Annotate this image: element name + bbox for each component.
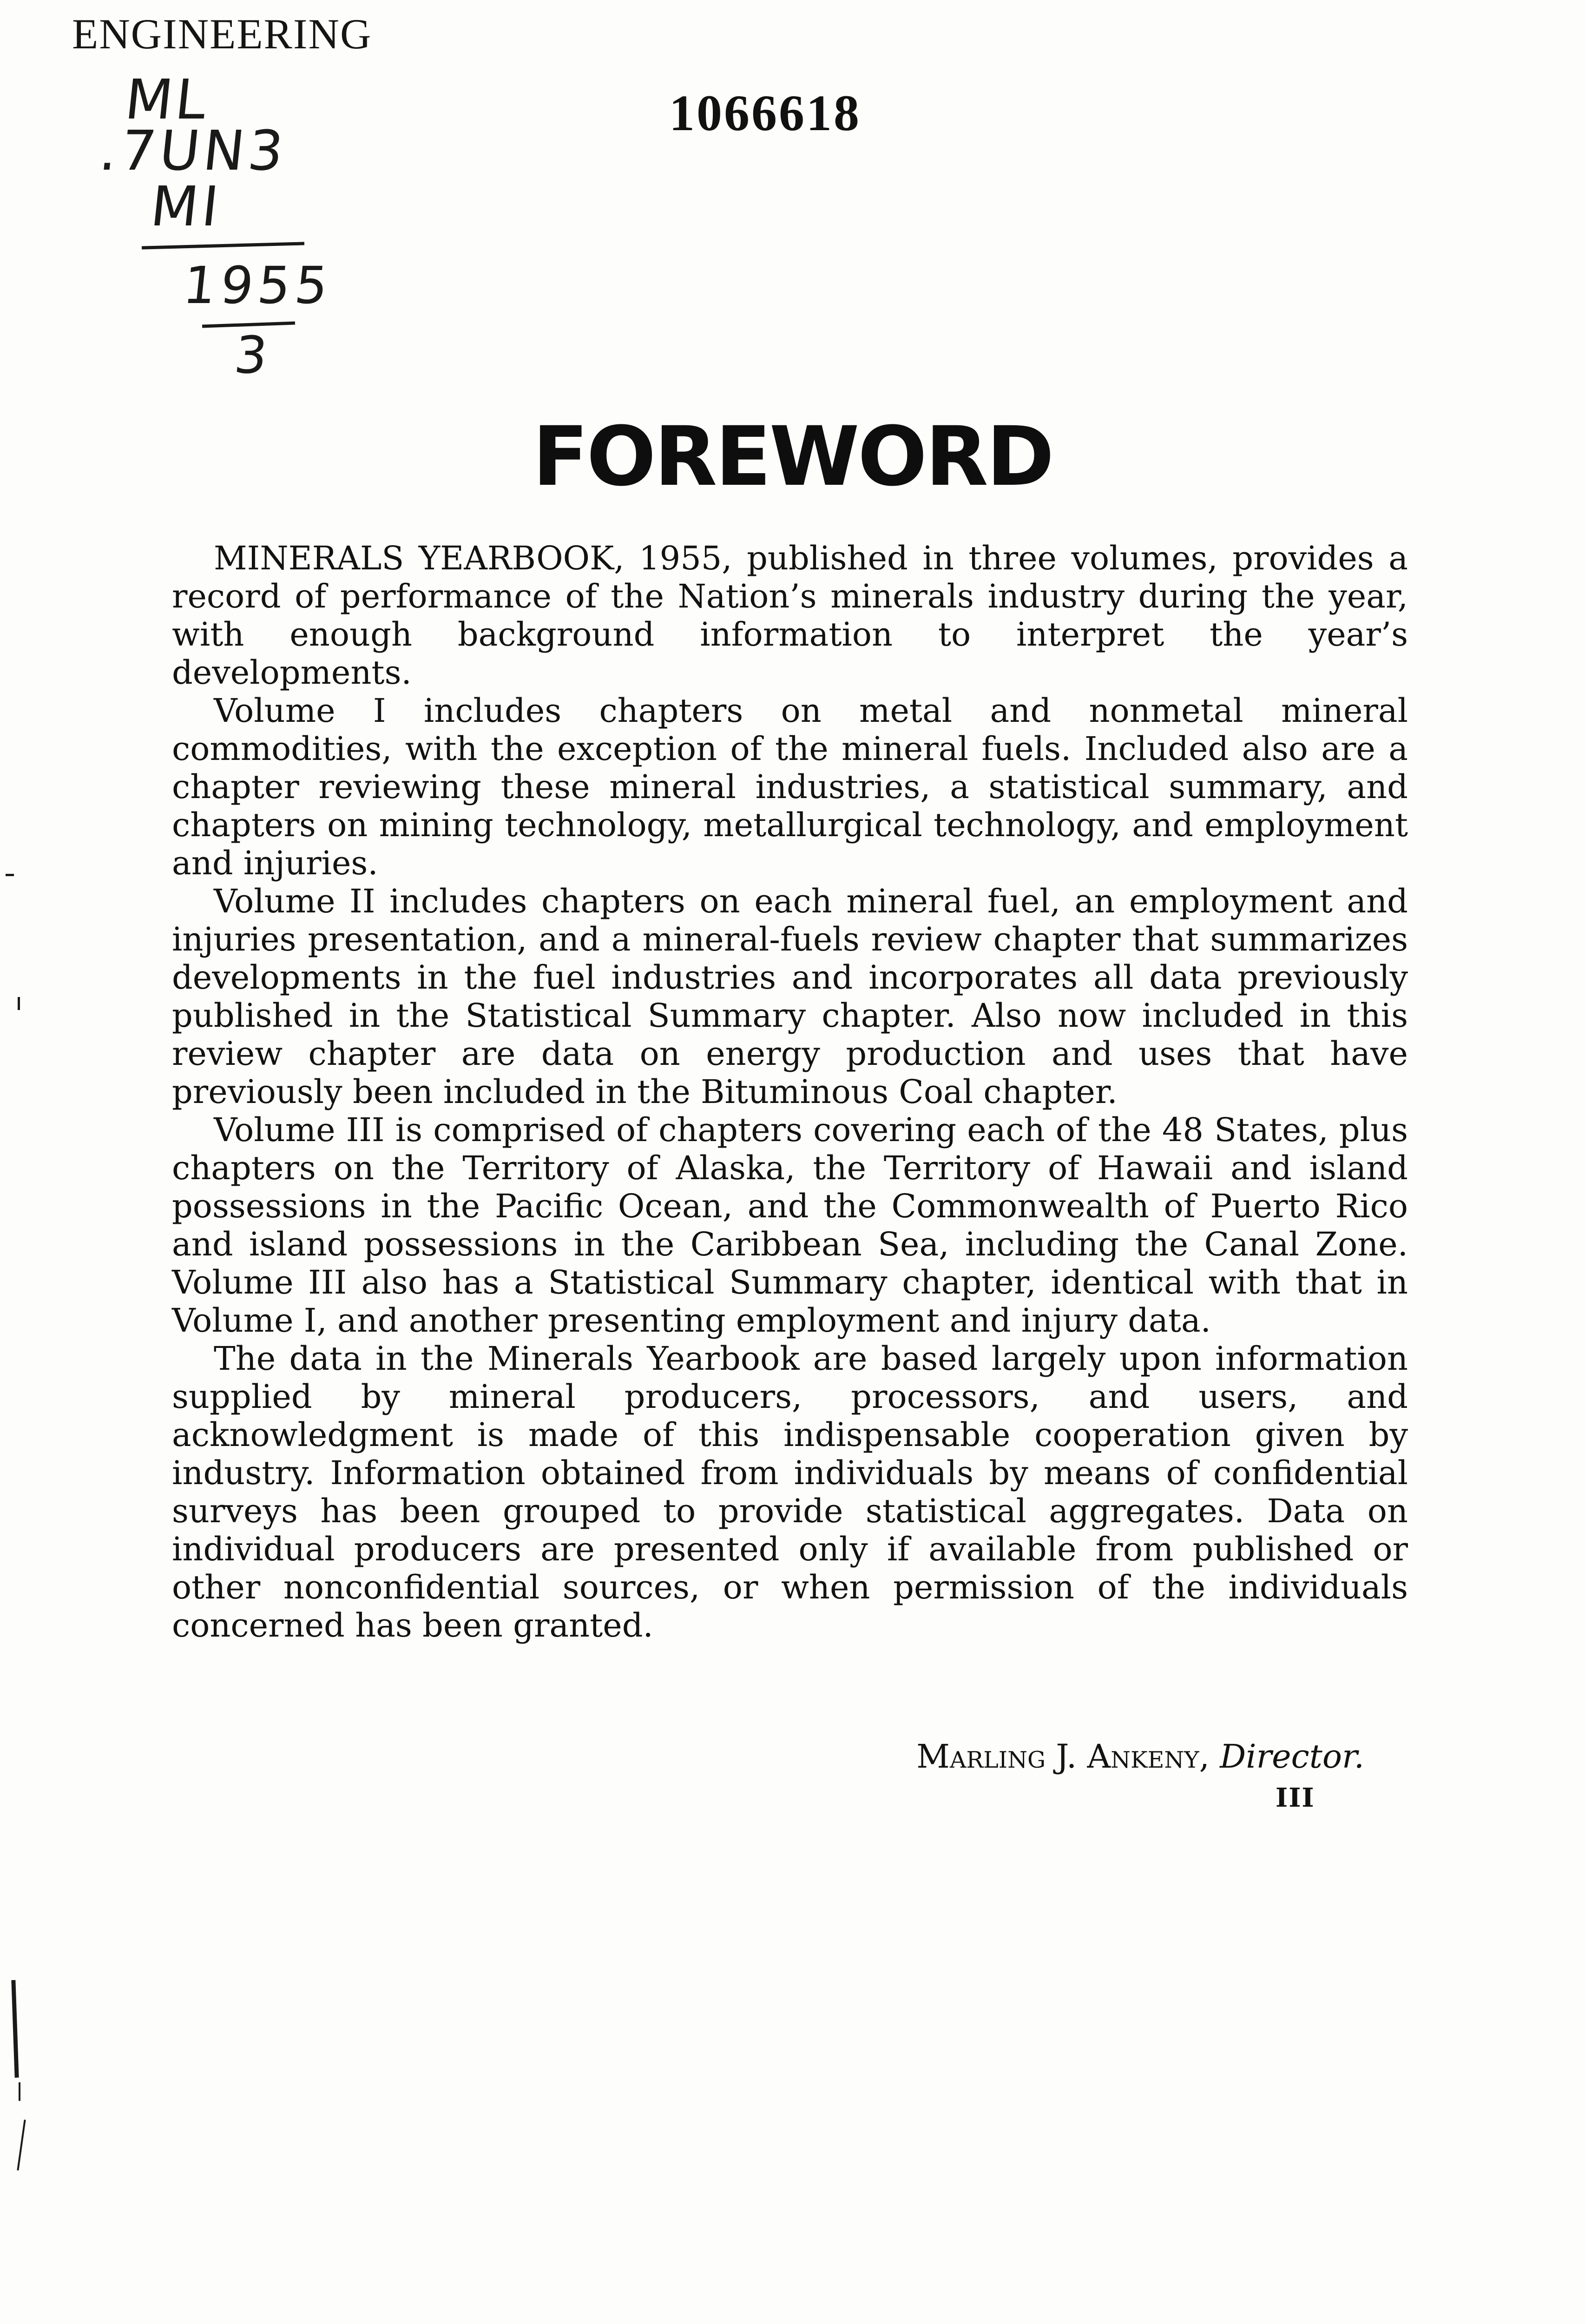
scan-artifact (18, 997, 20, 1010)
paragraph: Volume II includes chapters on each mineral fuel, an employment and injuries presentation, and a mineral-fuels review chapter that summarizes developments in the fuel industries and incorporates all data previously published in the Statistical Summary chapter. Also now included in this review chapter are data on energy production and uses that have previously been included in the Bituminous Coal chapter. (172, 882, 1408, 1111)
scan-artifact (19, 2082, 20, 2101)
call-number-line-5: 3 (231, 325, 270, 385)
call-number-line-3: MI (147, 174, 225, 238)
paragraph: MINERALS YEARBOOK, 1955, published in three volumes, provides a record of performance of the Nation’s minerals industry during the year, with enough background information to interpret the year’s developments. (172, 539, 1408, 692)
paragraph: Volume III is comprised of chapters covering each of the 48 States, plus chapters on the Territory of Alaska, the Territory of Hawaii and island possessions in the Pacific Ocean, and the Commonwealth of Puerto Rico and island possessions in the Caribbean Sea, including the Canal Zone. Volume III also has a Statistical Summary chapter, identical with that in Volume I, and another presenting employment and injury data. (172, 1111, 1408, 1340)
library-stamp: ENGINEERING (72, 10, 372, 58)
accession-number: 1066618 (669, 85, 861, 141)
call-number-rule (142, 242, 304, 249)
foreword-body (172, 539, 1408, 1644)
scan-artifact (6, 874, 14, 876)
signatory-title: Director. (1220, 1737, 1364, 1776)
paragraph: Volume I includes chapters on metal and nonmetal mineral commodities, with the exception of the mineral fuels. Included also are a chapter reviewing these mineral industries, a statistical summary, and chapters on mining technology, metallurgical technology, and employment and injuries. (172, 692, 1408, 882)
page-number: III (1276, 1783, 1315, 1813)
paragraph: The data in the Minerals Yearbook are based largely upon information supplied by mineral producers, processors, and users, and acknowledgment is made of this indispensable cooperation given by industry. Information obtained from individuals by means of confidential surveys has been grouped to provide statistical aggregates. Data on individual producers are presented only if available from published or other nonconfidential sources, or when permission of the individuals concerned has been granted. (172, 1340, 1408, 1644)
scan-artifact (11, 1980, 19, 2078)
page-title: FOREWORD (533, 409, 1052, 504)
call-number-line-1: ML (122, 67, 212, 132)
signature (916, 1737, 1364, 1776)
scan-artifact (17, 2119, 26, 2170)
call-number-line-4: 1955 (180, 256, 335, 315)
signatory-name: Marling J. Ankeny, (916, 1737, 1210, 1776)
call-number-line-2: .7UN3 (96, 119, 290, 183)
